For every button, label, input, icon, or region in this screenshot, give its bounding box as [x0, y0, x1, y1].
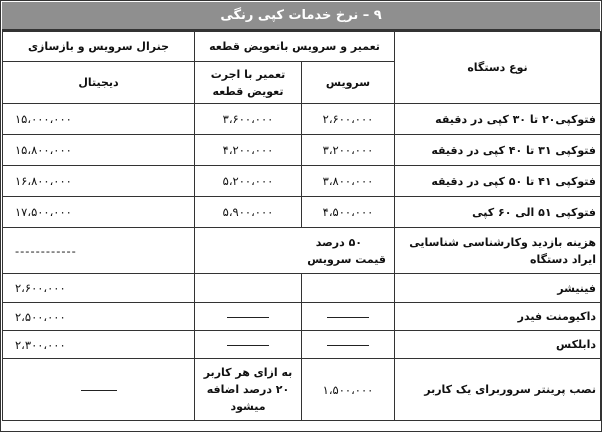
- feeder-device: داکیومنت فیدر: [395, 303, 601, 331]
- finisher-device: فینیشر: [395, 274, 601, 303]
- device-cell: فتوکپی ۴۱ تا ۵۰ کپی در دقیقه: [395, 166, 601, 197]
- device-cell: فتوکپی ۳۱ تا ۴۰ کپی در دقیقه: [395, 135, 601, 166]
- header-repair-service: تعمیر و سرویس باتعویض قطعه: [195, 32, 395, 62]
- printer-server-digital-dash: [3, 359, 195, 421]
- service-price: ۳،۲۰۰،۰۰۰: [302, 135, 395, 166]
- feeder-repair-dash: [195, 303, 302, 331]
- table-row: [3, 166, 601, 197]
- printer-server-repair-line1: به ازای هر کاربر: [203, 366, 293, 379]
- table-row: [3, 197, 601, 228]
- finisher-row: [3, 274, 601, 303]
- device-cell: فتوکپی۲۰ تا ۳۰ کپی در دقیقه: [395, 104, 601, 135]
- repair-price: ۵،۹۰۰،۰۰۰: [195, 197, 302, 228]
- device-cell: فتوکپی ۵۱ الی ۶۰ کپی: [395, 197, 601, 228]
- header-repair-with-wage: تعمیر با اجرت تعویض قطعه: [195, 62, 302, 104]
- inspection-device-line2: ایراد دستگاه: [530, 252, 596, 266]
- repair-price: ۴،۲۰۰،۰۰۰: [195, 135, 302, 166]
- duplex-device: دابلکس: [395, 331, 601, 359]
- printer-server-row: [3, 359, 601, 421]
- printer-server-device: نصب پرینتر سروربرای یک کاربر: [395, 359, 601, 421]
- inspection-device-line1: هزینه بازدید وکارشناسی شناسایی: [409, 235, 596, 249]
- digital-price: ۱۷،۵۰۰،۰۰۰: [3, 197, 195, 228]
- repair-price: ۵،۲۰۰،۰۰۰: [195, 166, 302, 197]
- section-title: ۹ – نرخ خدمات کپی رنگی: [2, 2, 600, 31]
- service-price: ۲،۶۰۰،۰۰۰: [302, 104, 395, 135]
- duplex-repair-dash: [195, 331, 302, 359]
- header-digital: دیجیتال: [3, 62, 195, 104]
- price-table: [2, 31, 601, 421]
- header-service: سرویس: [302, 62, 395, 104]
- duplex-digital: ۲،۳۰۰،۰۰۰: [3, 331, 195, 359]
- inspection-service-line2: قیمت سرویس: [307, 252, 386, 266]
- service-price: ۴،۵۰۰،۰۰۰: [302, 197, 395, 228]
- printer-server-service: ۱،۵۰۰،۰۰۰: [302, 359, 395, 421]
- header-device-type: نوع دستگاه: [395, 32, 601, 104]
- repair-price: ۳،۶۰۰،۰۰۰: [195, 104, 302, 135]
- table-row: [3, 104, 601, 135]
- printer-server-repair: [195, 359, 302, 421]
- inspection-device-cell: [395, 228, 601, 274]
- feeder-row: [3, 303, 601, 331]
- table-row: [3, 135, 601, 166]
- finisher-digital: ۲،۶۰۰،۰۰۰: [3, 274, 195, 303]
- duplex-row: [3, 331, 601, 359]
- printer-server-repair-line3: میشود: [230, 400, 266, 413]
- duplex-service-dash: [302, 331, 395, 359]
- feeder-digital: ۲،۵۰۰،۰۰۰: [3, 303, 195, 331]
- header-general-service: جنرال سرویس و بازسازی: [3, 32, 195, 62]
- inspection-service-line1: ۵۰ درصد: [315, 235, 362, 249]
- header-row: [3, 32, 601, 62]
- digital-price: ۱۶،۸۰۰،۰۰۰: [3, 166, 195, 197]
- digital-price: ۱۵،۸۰۰،۰۰۰: [3, 135, 195, 166]
- inspection-row: [3, 228, 601, 274]
- printer-server-repair-line2: ۲۰ درصد اضافه: [206, 383, 290, 396]
- inspection-digital: ------------: [3, 228, 195, 274]
- service-price: ۳،۸۰۰،۰۰۰: [302, 166, 395, 197]
- finisher-repair-empty: [195, 274, 302, 303]
- feeder-service-dash: [302, 303, 395, 331]
- finisher-service-empty: [302, 274, 395, 303]
- inspection-service-cell: [195, 228, 395, 274]
- digital-price: ۱۵،۰۰۰،۰۰۰: [3, 104, 195, 135]
